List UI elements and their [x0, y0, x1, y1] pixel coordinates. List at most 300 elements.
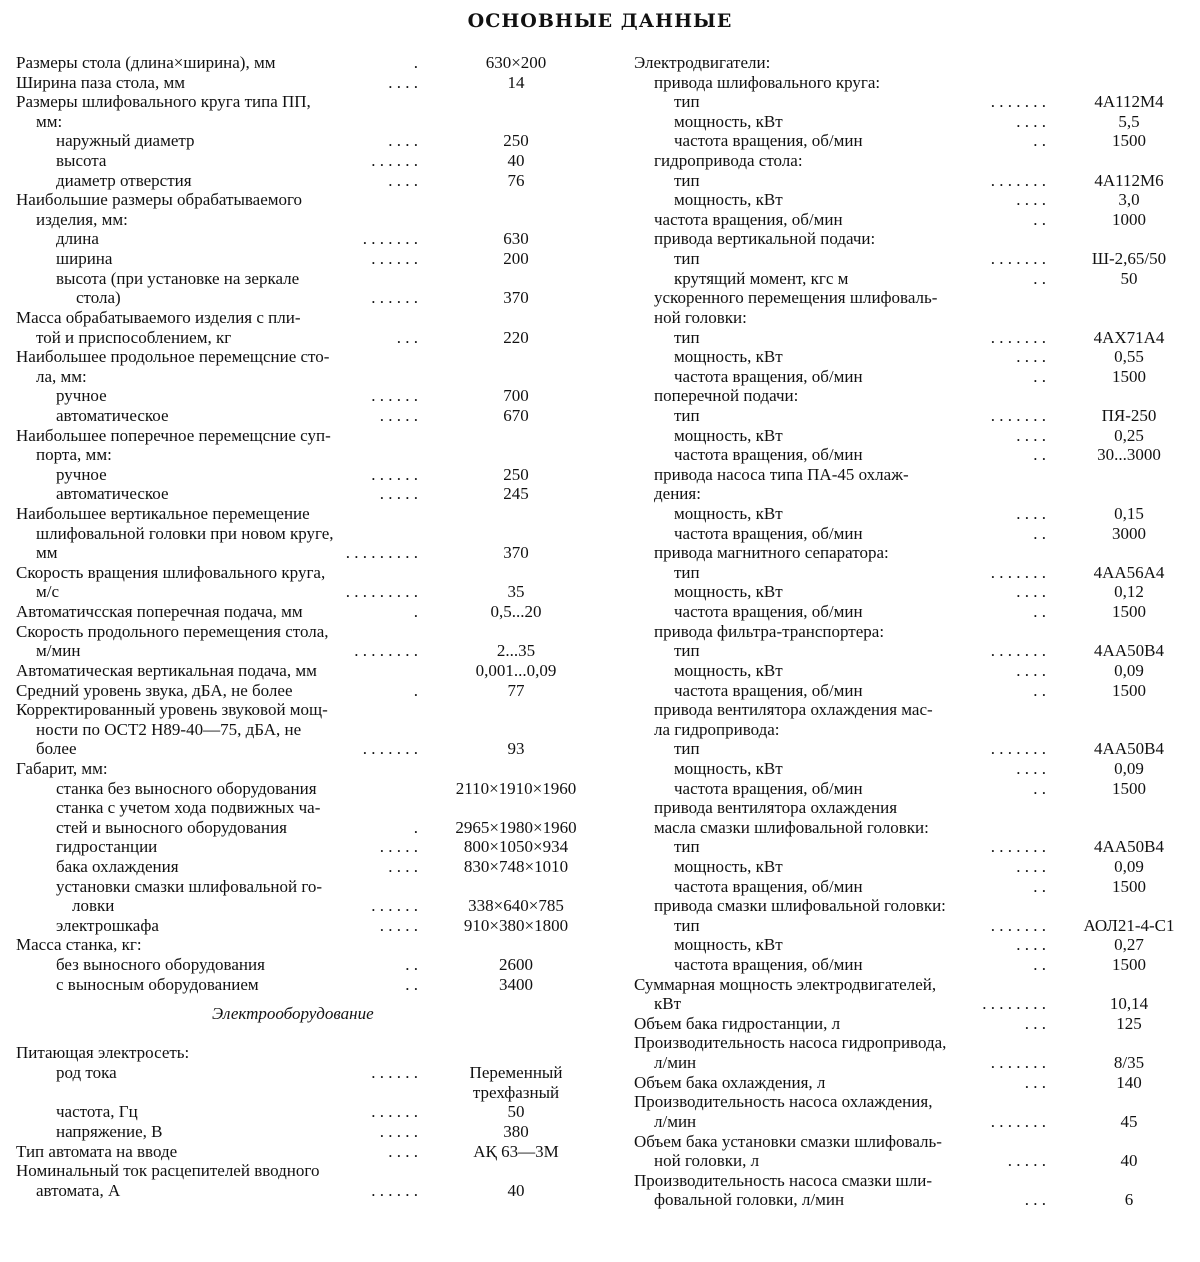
spec-row	[634, 700, 1196, 720]
dot-leader: . . . . . . .	[990, 405, 1046, 425]
spec-value: 4А112М6	[1094, 170, 1164, 190]
dot-leader: . . . . . .	[371, 288, 418, 308]
spec-row	[634, 308, 1196, 328]
spec-value: 4АА50В4	[1094, 739, 1164, 759]
spec-label: Объем бака охлаждения, л	[634, 1072, 826, 1092]
dot-leader: . .	[405, 955, 418, 975]
spec-row	[634, 367, 1196, 387]
spec-label: Производительность насоса гидропривода,	[634, 1033, 947, 1053]
spec-row	[16, 916, 596, 936]
dot-leader: . . . . . . .	[990, 1053, 1046, 1073]
spec-value: АҚ 63—3М	[473, 1141, 559, 1161]
dot-leader: . . . . . .	[371, 1102, 418, 1122]
spec-row	[634, 112, 1196, 132]
spec-label: автоматическое	[56, 405, 169, 425]
spec-value: 800×1050×934	[463, 837, 569, 857]
spec-value: 4АА50В4	[1094, 641, 1164, 661]
dot-leader: . . . . . . .	[990, 562, 1046, 582]
spec-label: частота вращения, об/мин	[674, 876, 863, 896]
dot-leader: . . . .	[388, 856, 418, 876]
spec-value: 1500	[1112, 602, 1146, 622]
spec-label: дения:	[654, 484, 701, 504]
dot-leader: . . . . .	[1007, 1151, 1046, 1171]
spec-value: 40	[507, 151, 525, 171]
dot-leader: . . . . . .	[371, 1063, 418, 1083]
spec-row	[634, 73, 1196, 93]
spacer	[16, 994, 596, 1004]
spec-value: 2...35	[496, 641, 536, 661]
spec-label: род тока	[56, 1063, 117, 1083]
spec-label: ускоренного перемещения шлифоваль-	[654, 288, 938, 308]
spec-value: 2600	[499, 955, 533, 975]
spec-row	[16, 347, 596, 367]
dot-leader: . . . .	[1016, 660, 1046, 680]
spec-label: гидропривода стола:	[654, 151, 803, 171]
spec-row	[634, 426, 1196, 446]
spec-row	[16, 818, 596, 838]
dot-leader: . . . . . . . . .	[345, 582, 418, 602]
spec-value: 10,14	[1109, 994, 1149, 1014]
spec-row	[16, 975, 596, 995]
spec-row	[16, 720, 596, 740]
spec-row	[634, 269, 1196, 289]
spec-row	[634, 641, 1196, 661]
spec-row	[634, 759, 1196, 779]
spec-row	[634, 582, 1196, 602]
spec-label: поперечной подачи:	[654, 386, 799, 406]
spec-label: частота, Гц	[56, 1102, 138, 1122]
spec-label: Размеры шлифовального круга типа ПП,	[16, 92, 311, 112]
spec-row	[16, 563, 596, 583]
spec-row	[634, 229, 1196, 249]
spec-label: тип	[674, 327, 700, 347]
dot-leader: .	[413, 53, 418, 72]
spec-value: 700	[503, 386, 529, 406]
spec-row	[16, 328, 596, 348]
spec-row	[634, 484, 1196, 504]
dot-leader: . . . . . . .	[990, 1111, 1046, 1131]
spec-list-motors	[634, 53, 1196, 1210]
section-heading: Электрооборудование	[212, 1004, 374, 1024]
spec-row	[16, 857, 596, 877]
dot-leader: . . . . . .	[371, 386, 418, 406]
spec-label: м/с	[36, 582, 60, 602]
spec-label: частота вращения, об/мин	[674, 602, 863, 622]
spec-row	[16, 171, 596, 191]
dot-leader: . . .	[1024, 1190, 1046, 1210]
spec-row	[16, 465, 596, 485]
spec-row	[634, 798, 1196, 818]
spec-row	[634, 955, 1196, 975]
spec-value: 6	[1124, 1190, 1134, 1210]
spec-value: 77	[507, 680, 525, 700]
spec-row	[634, 994, 1196, 1014]
spec-row	[16, 837, 596, 857]
spec-label: тип	[674, 249, 700, 269]
spec-row	[16, 249, 596, 269]
spec-label: крутящий момент, кгс м	[674, 268, 849, 288]
spec-row	[634, 563, 1196, 583]
spec-value: 125	[1116, 1013, 1142, 1033]
spec-label: ной головки:	[654, 307, 747, 327]
spec-value: 1500	[1112, 680, 1146, 700]
spec-value: 1500	[1112, 778, 1146, 798]
dot-leader: . . . . . . . .	[982, 994, 1046, 1014]
spec-value: 5,5	[1118, 111, 1140, 131]
spec-value: 4АА56А4	[1093, 562, 1165, 582]
spec-row	[634, 288, 1196, 308]
dot-leader: . . . .	[388, 170, 418, 190]
page-title: ОСНОВНЫЕ ДАННЫЕ	[467, 10, 733, 32]
spec-row	[634, 661, 1196, 681]
spec-label: мм	[36, 543, 58, 563]
spec-row	[16, 700, 596, 720]
spec-label: Ширина паза стола, мм	[16, 72, 185, 92]
spec-row	[634, 190, 1196, 210]
spec-label: порта, мм:	[36, 445, 112, 465]
spec-label: диаметр отверстия	[56, 170, 192, 190]
dot-leader: . . . .	[1016, 935, 1046, 955]
spec-row	[16, 445, 596, 465]
dot-leader: . .	[1033, 778, 1046, 798]
spec-label: мощность, кВт	[674, 504, 783, 524]
dot-leader: .	[413, 602, 418, 622]
dot-leader: . .	[405, 974, 418, 994]
spec-row	[634, 818, 1196, 838]
spec-row	[634, 151, 1196, 171]
spacer	[16, 1024, 596, 1044]
spec-row	[634, 445, 1196, 465]
spec-label: высота	[56, 151, 107, 171]
spec-row	[16, 582, 596, 602]
spec-value: 50	[1120, 268, 1138, 288]
spec-label: м/мин	[36, 641, 81, 661]
spec-label: тип	[674, 562, 700, 582]
spec-row	[16, 229, 596, 249]
spec-label: Корректированный уровень звуковой мощ-	[16, 700, 328, 720]
spec-row	[16, 386, 596, 406]
spec-row	[634, 1190, 1196, 1210]
spec-label: Наибольшее вертикальное перемещение	[16, 504, 310, 524]
dot-leader: . . . . . . . .	[354, 641, 418, 661]
spec-value: 93	[507, 739, 525, 759]
spec-row	[16, 1161, 596, 1181]
spec-label: мощность, кВт	[674, 758, 783, 778]
spec-label: гидростанции	[56, 837, 158, 857]
spec-row	[16, 92, 596, 112]
spec-row	[634, 524, 1196, 544]
spec-value: 0,55	[1114, 347, 1144, 367]
spec-row	[634, 171, 1196, 191]
spec-row	[16, 622, 596, 642]
spec-row	[16, 269, 596, 289]
spec-row	[634, 602, 1196, 622]
spec-row	[634, 210, 1196, 230]
spec-label: Электродвигатели:	[634, 53, 771, 72]
spec-label: тип	[674, 837, 700, 857]
spec-value: 4АА50В4	[1094, 837, 1164, 857]
spec-label: тип	[674, 92, 700, 112]
spec-label: ширина	[56, 249, 113, 269]
spec-value: 45	[1120, 1111, 1138, 1131]
spec-value: 0,5...20	[490, 602, 542, 622]
dot-leader: . . . .	[1016, 347, 1046, 367]
spec-value: 76	[507, 170, 525, 190]
spec-label: Масса обрабатываемого изделия с пли-	[16, 307, 301, 327]
spec-row	[634, 504, 1196, 524]
dot-leader: . . . . .	[379, 484, 418, 504]
spec-label: привода насоса типа ПА-45 охлаж-	[654, 464, 909, 484]
spec-row	[634, 53, 1196, 73]
spec-row	[16, 543, 596, 563]
spec-row	[16, 112, 596, 132]
spec-row	[634, 837, 1196, 857]
spec-value: 830×748×1010	[463, 856, 569, 876]
spec-row	[16, 288, 596, 308]
spec-label: ла гидропривода:	[654, 719, 780, 739]
spec-value: АОЛ21-4-С1	[1083, 915, 1175, 935]
spec-value: 910×380×1800	[463, 915, 569, 935]
spec-value: трехфазный	[472, 1082, 560, 1102]
spec-label: привода вертикальной подачи:	[654, 229, 876, 249]
spec-label: длина	[56, 229, 99, 249]
spec-label: мм:	[36, 111, 63, 131]
spec-list-main	[16, 53, 596, 994]
spec-label: Суммарная мощность электродвигателей,	[634, 974, 937, 994]
dot-leader: . . . . . . .	[362, 229, 418, 249]
spec-label: напряжение, В	[56, 1121, 163, 1141]
spec-value: 2110×1910×1960	[455, 778, 577, 798]
spec-row	[634, 1073, 1196, 1093]
spec-row	[634, 1053, 1196, 1073]
spec-row	[634, 386, 1196, 406]
spec-row	[16, 955, 596, 975]
spec-value: 250	[503, 464, 529, 484]
dot-leader: . . . .	[1016, 190, 1046, 210]
spec-value: 0,15	[1114, 504, 1144, 524]
spec-label: электрошкафа	[56, 915, 159, 935]
spec-row	[16, 131, 596, 151]
spec-label: Масса станка, кг:	[16, 935, 142, 955]
spec-row	[16, 1102, 596, 1122]
spec-label: ной головки, л	[654, 1151, 760, 1171]
spec-value: 3,0	[1118, 190, 1140, 210]
spec-label: частота вращения, об/мин	[674, 366, 863, 386]
spec-label: Объем бака установки смазки шлифоваль-	[634, 1131, 942, 1151]
spec-label: Наибольшее продольное перемещсние сто-	[16, 347, 330, 367]
spec-label: частота вращения, об/мин	[654, 209, 843, 229]
spec-label: частота вращения, об/мин	[674, 131, 863, 151]
spec-value: 630	[503, 229, 529, 249]
spec-label: автомата, А	[36, 1180, 121, 1200]
dot-leader: . . . .	[1016, 111, 1046, 131]
dot-leader: . . . . . . .	[362, 739, 418, 759]
spec-row	[16, 484, 596, 504]
spec-label: Номинальный ток расцепителей вводного	[16, 1161, 320, 1181]
spec-row	[634, 857, 1196, 877]
spec-row	[634, 916, 1196, 936]
spec-label: станка без выносного оборудования	[56, 778, 317, 798]
spec-row	[16, 877, 596, 897]
spec-value: 370	[503, 288, 529, 308]
dot-leader: . . . .	[1016, 504, 1046, 524]
spec-value: 0,25	[1114, 425, 1144, 445]
spec-label: привода шлифовального круга:	[654, 72, 881, 92]
spec-label: ручное	[56, 464, 107, 484]
spec-row	[16, 779, 596, 799]
dot-leader: . .	[1033, 680, 1046, 700]
spec-label: тип	[674, 739, 700, 759]
spec-label: Габарит, мм:	[16, 758, 108, 778]
spec-label: частота вращения, об/мин	[674, 445, 863, 465]
dot-leader: . . . .	[1016, 582, 1046, 602]
spec-row	[16, 151, 596, 171]
spec-row	[16, 426, 596, 446]
spec-label: мощность, кВт	[674, 582, 783, 602]
left-column	[16, 53, 596, 1200]
dot-leader: . . . . . . .	[990, 249, 1046, 269]
spec-value: 250	[503, 131, 529, 151]
spec-label: более	[36, 739, 77, 759]
spec-row	[16, 641, 596, 661]
spec-row	[634, 328, 1196, 348]
spec-label: мощность, кВт	[674, 190, 783, 210]
spec-row	[16, 1122, 596, 1142]
spec-row	[634, 1092, 1196, 1112]
dot-leader: . . . . . . .	[990, 915, 1046, 935]
spec-row	[16, 367, 596, 387]
spec-label: ловки	[72, 896, 115, 916]
spec-row	[634, 1112, 1196, 1132]
spec-row	[634, 1151, 1196, 1171]
dot-leader: . . . . . . .	[990, 327, 1046, 347]
spec-label: мощность, кВт	[674, 856, 783, 876]
spec-row	[16, 308, 596, 328]
spec-label: той и приспособлением, кг	[36, 327, 232, 347]
spec-label: привода вентилятора охлаждения мас-	[654, 700, 933, 720]
spec-value: 1500	[1112, 955, 1146, 975]
spec-label: без выносного оборудования	[56, 955, 265, 975]
spec-label: Производительность насоса охлаждения,	[634, 1092, 933, 1112]
spec-label: установки смазки шлифовальной го-	[56, 876, 323, 896]
spec-value: 0,09	[1114, 758, 1144, 778]
spec-row	[16, 504, 596, 524]
spec-row	[634, 877, 1196, 897]
spec-row	[16, 681, 596, 701]
spec-label: Производительность насоса смазки шли-	[634, 1170, 933, 1190]
spec-label: мощность, кВт	[674, 425, 783, 445]
spec-value: 0,09	[1114, 660, 1144, 680]
spec-list-electro	[16, 1043, 596, 1200]
dot-leader: . . . . . . .	[990, 837, 1046, 857]
spec-row	[634, 975, 1196, 995]
spec-value: 3000	[1112, 523, 1146, 543]
spec-label: мощность, кВт	[674, 660, 783, 680]
spec-label: мощность, кВт	[674, 111, 783, 131]
spec-label: частота вращения, об/мин	[674, 778, 863, 798]
dot-leader: . . . . .	[379, 915, 418, 935]
dot-leader: . . . . . .	[371, 464, 418, 484]
spec-value: 1500	[1112, 131, 1146, 151]
spec-row	[634, 739, 1196, 759]
dot-leader: . .	[1033, 602, 1046, 622]
dot-leader: . . . .	[388, 131, 418, 151]
spec-label: наружный диаметр	[56, 131, 195, 151]
dot-leader: . .	[1033, 955, 1046, 975]
dot-leader: . . . .	[388, 1141, 418, 1161]
spec-label: автоматическое	[56, 484, 169, 504]
spec-value: ПЯ-250	[1101, 405, 1157, 425]
dot-leader: . . . . . .	[371, 1180, 418, 1200]
dot-leader: . . . . . . .	[990, 92, 1046, 112]
spec-label: высота (при установке на зеркале	[56, 268, 300, 288]
spec-value: 8/35	[1113, 1053, 1145, 1073]
dot-leader: .	[413, 817, 418, 837]
spec-label: Размеры стола (длина×ширина), мм	[16, 53, 276, 72]
spec-value: 380	[503, 1121, 529, 1141]
dot-leader: . .	[1033, 268, 1046, 288]
spec-label: Автоматическая вертикальная подача, мм	[16, 660, 317, 680]
spec-label: Наибольшие размеры обрабатываемого	[16, 190, 303, 210]
spec-label: мощность, кВт	[674, 347, 783, 367]
spec-value: 40	[1120, 1151, 1138, 1171]
dot-leader: . . .	[1024, 1013, 1046, 1033]
spec-label: Скорость продольного перемещения стола,	[16, 621, 329, 641]
spec-value: 245	[503, 484, 529, 504]
dot-leader: . . . . . . . . .	[345, 543, 418, 563]
spec-label: шлифовальной головки при новом круге,	[36, 523, 334, 543]
spec-label: стей и выносного оборудования	[56, 817, 287, 837]
spec-label: Тип автомата на вводе	[16, 1141, 178, 1161]
spec-row	[16, 935, 596, 955]
spec-label: тип	[674, 170, 700, 190]
spec-row	[16, 661, 596, 681]
spec-row	[16, 1083, 596, 1103]
dot-leader: .	[413, 680, 418, 700]
spec-row	[16, 1142, 596, 1162]
spec-value: 220	[503, 327, 529, 347]
spec-value: Переменный	[469, 1063, 563, 1083]
spec-label: тип	[674, 915, 700, 935]
dot-leader: . . . . . . .	[990, 641, 1046, 661]
spec-label: станка с учетом хода подвижных ча-	[56, 798, 321, 818]
spec-label: Средний уровень звука, дБА, не более	[16, 680, 293, 700]
spec-row	[634, 131, 1196, 151]
spec-label: ла, мм:	[36, 366, 87, 386]
spec-row	[634, 779, 1196, 799]
spec-row	[16, 798, 596, 818]
dot-leader: . . . .	[388, 72, 418, 92]
spec-label: ручное	[56, 386, 107, 406]
spec-value: 40	[507, 1180, 525, 1200]
dot-leader: . . . . .	[379, 1121, 418, 1141]
spec-row	[634, 249, 1196, 269]
spec-row	[634, 543, 1196, 563]
spec-row	[16, 1043, 596, 1063]
spec-row	[634, 1132, 1196, 1152]
spec-label: частота вращения, об/мин	[674, 955, 863, 975]
spec-row	[634, 681, 1196, 701]
spec-label: с выносным оборудованием	[56, 974, 259, 994]
spec-value: 3400	[499, 974, 533, 994]
spec-value: 4А112М4	[1094, 92, 1164, 112]
spec-row	[16, 73, 596, 93]
spec-row	[634, 1171, 1196, 1191]
spec-value: 200	[503, 249, 529, 269]
spec-row	[16, 53, 596, 73]
spec-value: 1500	[1112, 876, 1146, 896]
spec-label: фовальной головки, л/мин	[654, 1190, 845, 1210]
